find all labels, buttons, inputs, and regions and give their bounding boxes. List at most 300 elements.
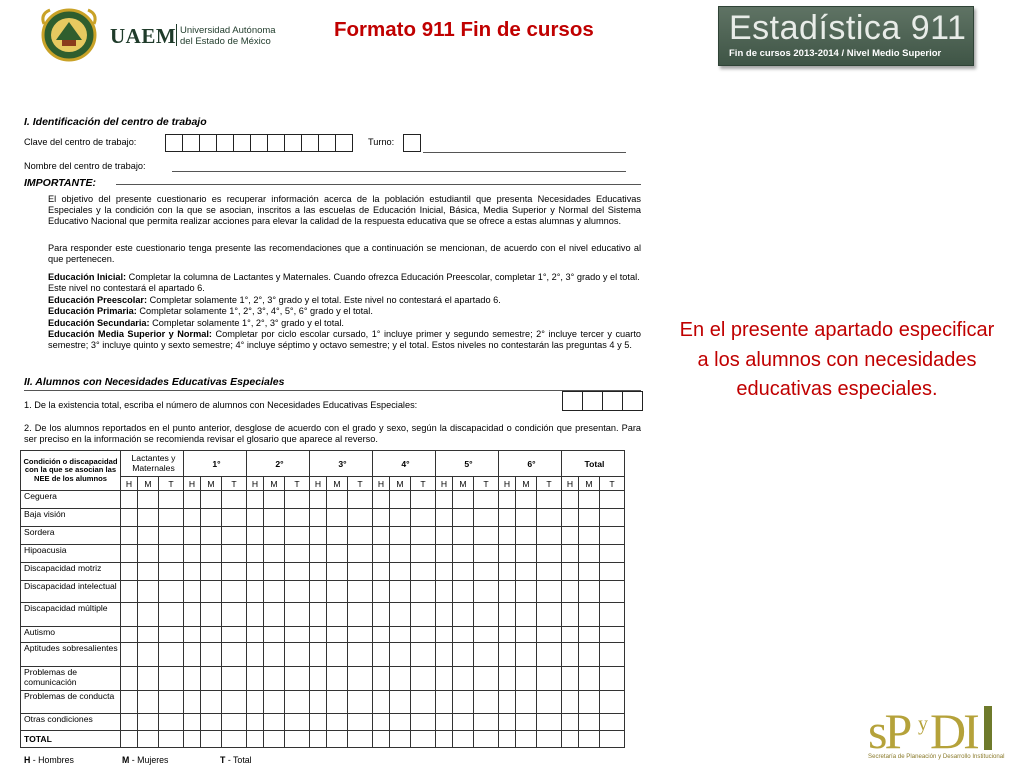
input-cell[interactable] [121, 691, 138, 714]
input-cell[interactable] [600, 714, 625, 731]
input-cell[interactable] [562, 627, 579, 643]
input-cell[interactable] [453, 509, 474, 527]
input-cell[interactable] [411, 563, 436, 581]
input-cell[interactable] [348, 545, 373, 563]
input-cell[interactable] [600, 581, 625, 603]
input-cell[interactable] [537, 527, 562, 545]
input-cell[interactable] [247, 667, 264, 691]
input-cell[interactable] [285, 627, 310, 643]
input-cell[interactable] [436, 527, 453, 545]
input-cell[interactable] [247, 627, 264, 643]
input-cell[interactable] [499, 603, 516, 627]
input-cell[interactable] [184, 527, 201, 545]
input-cell[interactable] [390, 491, 411, 509]
input-cell[interactable] [121, 545, 138, 563]
input-cell[interactable] [390, 545, 411, 563]
input-cell[interactable] [121, 581, 138, 603]
input-cell[interactable] [579, 667, 600, 691]
total-cell[interactable] [516, 731, 537, 748]
input-cell[interactable] [247, 603, 264, 627]
input-cell[interactable] [373, 509, 390, 527]
input-cell[interactable] [600, 545, 625, 563]
total-cell[interactable] [348, 731, 373, 748]
input-cell[interactable] [474, 691, 499, 714]
input-cell[interactable] [537, 667, 562, 691]
input-cell[interactable] [159, 714, 184, 731]
input-cell[interactable] [373, 691, 390, 714]
total-cell[interactable] [327, 731, 348, 748]
input-cell[interactable] [285, 545, 310, 563]
input-cell[interactable] [373, 491, 390, 509]
input-cell[interactable] [436, 545, 453, 563]
total-cell[interactable] [537, 731, 562, 748]
input-cell[interactable] [264, 581, 285, 603]
input-cell[interactable] [562, 509, 579, 527]
input-cell[interactable] [201, 527, 222, 545]
input-cell[interactable] [310, 603, 327, 627]
input-cell[interactable] [184, 714, 201, 731]
input-cell[interactable] [327, 581, 348, 603]
input-cell[interactable] [159, 491, 184, 509]
input-cell[interactable] [222, 714, 247, 731]
input-cell[interactable] [499, 527, 516, 545]
input-cell[interactable] [436, 714, 453, 731]
input-cell[interactable] [499, 545, 516, 563]
input-cell[interactable] [310, 643, 327, 667]
input-cell[interactable] [579, 643, 600, 667]
input-cell[interactable] [436, 509, 453, 527]
input-cell[interactable] [390, 527, 411, 545]
input-cell[interactable] [411, 509, 436, 527]
input-cell[interactable] [222, 691, 247, 714]
input-cell[interactable] [474, 545, 499, 563]
input-cell[interactable] [121, 643, 138, 667]
input-cell[interactable] [516, 667, 537, 691]
input-cell[interactable] [327, 491, 348, 509]
input-cell[interactable] [159, 581, 184, 603]
total-cell[interactable] [474, 731, 499, 748]
input-cell[interactable] [474, 509, 499, 527]
input-cell[interactable] [159, 667, 184, 691]
input-cell[interactable] [327, 527, 348, 545]
input-cell[interactable] [310, 563, 327, 581]
input-cell[interactable] [327, 509, 348, 527]
clave-input-boxes[interactable] [165, 134, 352, 152]
input-cell[interactable] [327, 691, 348, 714]
input-cell[interactable] [184, 627, 201, 643]
input-cell[interactable] [184, 643, 201, 667]
input-cell[interactable] [222, 545, 247, 563]
input-cell[interactable] [579, 509, 600, 527]
input-cell[interactable] [222, 667, 247, 691]
input-cell[interactable] [516, 545, 537, 563]
input-cell[interactable] [436, 491, 453, 509]
total-cell[interactable] [411, 731, 436, 748]
input-cell[interactable] [373, 714, 390, 731]
input-cell[interactable] [600, 509, 625, 527]
input-cell[interactable] [411, 491, 436, 509]
input-cell[interactable] [499, 667, 516, 691]
input-cell[interactable] [373, 643, 390, 667]
total-cell[interactable] [499, 731, 516, 748]
input-cell[interactable] [516, 627, 537, 643]
input-cell[interactable] [390, 509, 411, 527]
input-cell[interactable] [474, 603, 499, 627]
input-cell[interactable] [138, 491, 159, 509]
total-cell[interactable] [600, 731, 625, 748]
input-cell[interactable] [138, 667, 159, 691]
input-cell[interactable] [310, 667, 327, 691]
input-cell[interactable] [138, 627, 159, 643]
input-cell[interactable] [201, 581, 222, 603]
input-cell[interactable] [436, 627, 453, 643]
total-cell[interactable] [264, 731, 285, 748]
input-cell[interactable] [537, 563, 562, 581]
input-cell[interactable] [222, 527, 247, 545]
input-cell[interactable] [222, 563, 247, 581]
input-cell[interactable] [579, 563, 600, 581]
input-cell[interactable] [373, 581, 390, 603]
input-cell[interactable] [285, 667, 310, 691]
input-cell[interactable] [436, 643, 453, 667]
input-cell[interactable] [499, 643, 516, 667]
total-cell[interactable] [310, 731, 327, 748]
input-cell[interactable] [285, 643, 310, 667]
input-cell[interactable] [310, 509, 327, 527]
input-cell[interactable] [411, 581, 436, 603]
input-cell[interactable] [579, 691, 600, 714]
input-cell[interactable] [121, 714, 138, 731]
input-cell[interactable] [600, 603, 625, 627]
input-cell[interactable] [264, 603, 285, 627]
input-cell[interactable] [516, 643, 537, 667]
input-cell[interactable] [184, 545, 201, 563]
input-cell[interactable] [201, 714, 222, 731]
input-cell[interactable] [562, 581, 579, 603]
input-cell[interactable] [411, 627, 436, 643]
input-cell[interactable] [474, 491, 499, 509]
input-cell[interactable] [138, 643, 159, 667]
total-cell[interactable] [390, 731, 411, 748]
input-cell[interactable] [499, 563, 516, 581]
input-cell[interactable] [579, 627, 600, 643]
input-cell[interactable] [264, 527, 285, 545]
input-cell[interactable] [138, 691, 159, 714]
input-cell[interactable] [348, 527, 373, 545]
input-cell[interactable] [184, 491, 201, 509]
input-cell[interactable] [373, 603, 390, 627]
input-cell[interactable] [537, 509, 562, 527]
input-cell[interactable] [499, 509, 516, 527]
input-cell[interactable] [537, 714, 562, 731]
input-cell[interactable] [390, 714, 411, 731]
input-cell[interactable] [562, 527, 579, 545]
input-cell[interactable] [159, 509, 184, 527]
total-cell[interactable] [222, 731, 247, 748]
input-cell[interactable] [348, 667, 373, 691]
input-cell[interactable] [453, 545, 474, 563]
input-cell[interactable] [411, 603, 436, 627]
input-cell[interactable] [516, 581, 537, 603]
input-cell[interactable] [453, 714, 474, 731]
input-cell[interactable] [138, 714, 159, 731]
input-cell[interactable] [327, 667, 348, 691]
input-cell[interactable] [562, 491, 579, 509]
input-cell[interactable] [264, 563, 285, 581]
input-cell[interactable] [474, 563, 499, 581]
input-cell[interactable] [264, 509, 285, 527]
total-cell[interactable] [121, 731, 138, 748]
input-cell[interactable] [600, 667, 625, 691]
input-cell[interactable] [264, 627, 285, 643]
input-cell[interactable] [247, 545, 264, 563]
input-cell[interactable] [121, 603, 138, 627]
input-cell[interactable] [348, 509, 373, 527]
input-cell[interactable] [201, 603, 222, 627]
input-cell[interactable] [453, 667, 474, 691]
total-cell[interactable] [285, 731, 310, 748]
input-cell[interactable] [222, 581, 247, 603]
input-cell[interactable] [247, 643, 264, 667]
input-cell[interactable] [201, 667, 222, 691]
q1-input-boxes[interactable] [562, 391, 642, 411]
input-cell[interactable] [247, 527, 264, 545]
input-cell[interactable] [310, 714, 327, 731]
turno-input-box[interactable] [403, 134, 420, 152]
input-cell[interactable] [411, 714, 436, 731]
input-cell[interactable] [453, 491, 474, 509]
total-cell[interactable] [138, 731, 159, 748]
input-cell[interactable] [184, 581, 201, 603]
input-cell[interactable] [264, 714, 285, 731]
input-cell[interactable] [121, 667, 138, 691]
input-cell[interactable] [390, 563, 411, 581]
input-cell[interactable] [201, 545, 222, 563]
input-cell[interactable] [579, 491, 600, 509]
input-cell[interactable] [600, 643, 625, 667]
input-cell[interactable] [138, 545, 159, 563]
input-cell[interactable] [411, 527, 436, 545]
input-cell[interactable] [499, 627, 516, 643]
input-cell[interactable] [373, 545, 390, 563]
input-cell[interactable] [247, 691, 264, 714]
input-cell[interactable] [453, 643, 474, 667]
input-cell[interactable] [285, 527, 310, 545]
input-cell[interactable] [310, 491, 327, 509]
input-cell[interactable] [201, 643, 222, 667]
input-cell[interactable] [453, 563, 474, 581]
input-cell[interactable] [474, 527, 499, 545]
input-cell[interactable] [159, 603, 184, 627]
input-cell[interactable] [348, 603, 373, 627]
input-cell[interactable] [285, 691, 310, 714]
input-cell[interactable] [453, 627, 474, 643]
total-cell[interactable] [453, 731, 474, 748]
input-cell[interactable] [201, 563, 222, 581]
total-cell[interactable] [159, 731, 184, 748]
input-cell[interactable] [327, 545, 348, 563]
input-cell[interactable] [121, 509, 138, 527]
input-cell[interactable] [474, 714, 499, 731]
input-cell[interactable] [537, 627, 562, 643]
total-cell[interactable] [184, 731, 201, 748]
input-cell[interactable] [516, 509, 537, 527]
input-cell[interactable] [159, 643, 184, 667]
input-cell[interactable] [390, 603, 411, 627]
input-cell[interactable] [285, 563, 310, 581]
input-cell[interactable] [348, 581, 373, 603]
input-cell[interactable] [373, 667, 390, 691]
input-cell[interactable] [562, 691, 579, 714]
input-cell[interactable] [121, 491, 138, 509]
input-cell[interactable] [222, 491, 247, 509]
input-cell[interactable] [285, 581, 310, 603]
input-cell[interactable] [516, 603, 537, 627]
input-cell[interactable] [310, 545, 327, 563]
input-cell[interactable] [247, 581, 264, 603]
input-cell[interactable] [159, 545, 184, 563]
input-cell[interactable] [436, 603, 453, 627]
input-cell[interactable] [184, 509, 201, 527]
input-cell[interactable] [373, 627, 390, 643]
input-cell[interactable] [348, 491, 373, 509]
input-cell[interactable] [562, 667, 579, 691]
input-cell[interactable] [222, 509, 247, 527]
input-cell[interactable] [138, 603, 159, 627]
total-cell[interactable] [373, 731, 390, 748]
input-cell[interactable] [327, 603, 348, 627]
input-cell[interactable] [390, 667, 411, 691]
input-cell[interactable] [184, 603, 201, 627]
input-cell[interactable] [516, 527, 537, 545]
input-cell[interactable] [327, 627, 348, 643]
input-cell[interactable] [247, 714, 264, 731]
input-cell[interactable] [201, 691, 222, 714]
input-cell[interactable] [474, 643, 499, 667]
input-cell[interactable] [537, 491, 562, 509]
input-cell[interactable] [436, 667, 453, 691]
input-cell[interactable] [138, 581, 159, 603]
input-cell[interactable] [579, 545, 600, 563]
input-cell[interactable] [600, 491, 625, 509]
input-cell[interactable] [516, 563, 537, 581]
input-cell[interactable] [285, 603, 310, 627]
input-cell[interactable] [474, 581, 499, 603]
input-cell[interactable] [436, 581, 453, 603]
input-cell[interactable] [264, 691, 285, 714]
input-cell[interactable] [348, 563, 373, 581]
input-cell[interactable] [348, 627, 373, 643]
input-cell[interactable] [138, 527, 159, 545]
input-cell[interactable] [537, 643, 562, 667]
input-cell[interactable] [264, 643, 285, 667]
input-cell[interactable] [159, 691, 184, 714]
input-cell[interactable] [121, 563, 138, 581]
input-cell[interactable] [453, 527, 474, 545]
input-cell[interactable] [310, 581, 327, 603]
input-cell[interactable] [411, 545, 436, 563]
input-cell[interactable] [579, 581, 600, 603]
total-cell[interactable] [247, 731, 264, 748]
input-cell[interactable] [159, 627, 184, 643]
input-cell[interactable] [373, 527, 390, 545]
input-cell[interactable] [184, 667, 201, 691]
total-cell[interactable] [562, 731, 579, 748]
input-cell[interactable] [310, 627, 327, 643]
input-cell[interactable] [516, 714, 537, 731]
total-cell[interactable] [201, 731, 222, 748]
input-cell[interactable] [474, 627, 499, 643]
input-cell[interactable] [138, 509, 159, 527]
input-cell[interactable] [348, 643, 373, 667]
input-cell[interactable] [562, 563, 579, 581]
input-cell[interactable] [121, 627, 138, 643]
input-cell[interactable] [201, 491, 222, 509]
input-cell[interactable] [562, 643, 579, 667]
input-cell[interactable] [600, 527, 625, 545]
input-cell[interactable] [247, 491, 264, 509]
input-cell[interactable] [327, 563, 348, 581]
input-cell[interactable] [499, 691, 516, 714]
input-cell[interactable] [474, 667, 499, 691]
input-cell[interactable] [579, 527, 600, 545]
input-cell[interactable] [600, 691, 625, 714]
input-cell[interactable] [436, 691, 453, 714]
input-cell[interactable] [184, 563, 201, 581]
input-cell[interactable] [373, 563, 390, 581]
input-cell[interactable] [390, 581, 411, 603]
input-cell[interactable] [159, 563, 184, 581]
input-cell[interactable] [600, 563, 625, 581]
input-cell[interactable] [579, 714, 600, 731]
input-cell[interactable] [327, 714, 348, 731]
input-cell[interactable] [453, 603, 474, 627]
input-cell[interactable] [499, 714, 516, 731]
total-cell[interactable] [436, 731, 453, 748]
input-cell[interactable] [184, 691, 201, 714]
input-cell[interactable] [516, 491, 537, 509]
input-cell[interactable] [327, 643, 348, 667]
input-cell[interactable] [390, 691, 411, 714]
input-cell[interactable] [222, 603, 247, 627]
input-cell[interactable] [537, 603, 562, 627]
total-cell[interactable] [579, 731, 600, 748]
input-cell[interactable] [121, 527, 138, 545]
input-cell[interactable] [499, 491, 516, 509]
input-cell[interactable] [264, 491, 285, 509]
input-cell[interactable] [600, 627, 625, 643]
input-cell[interactable] [264, 545, 285, 563]
input-cell[interactable] [285, 509, 310, 527]
input-cell[interactable] [411, 691, 436, 714]
input-cell[interactable] [310, 527, 327, 545]
input-cell[interactable] [247, 563, 264, 581]
input-cell[interactable] [411, 643, 436, 667]
input-cell[interactable] [222, 643, 247, 667]
input-cell[interactable] [159, 527, 184, 545]
input-cell[interactable] [348, 714, 373, 731]
input-cell[interactable] [201, 627, 222, 643]
input-cell[interactable] [516, 691, 537, 714]
input-cell[interactable] [537, 581, 562, 603]
input-cell[interactable] [562, 603, 579, 627]
input-cell[interactable] [138, 563, 159, 581]
input-cell[interactable] [537, 691, 562, 714]
input-cell[interactable] [436, 563, 453, 581]
input-cell[interactable] [285, 714, 310, 731]
input-cell[interactable] [499, 581, 516, 603]
input-cell[interactable] [562, 714, 579, 731]
